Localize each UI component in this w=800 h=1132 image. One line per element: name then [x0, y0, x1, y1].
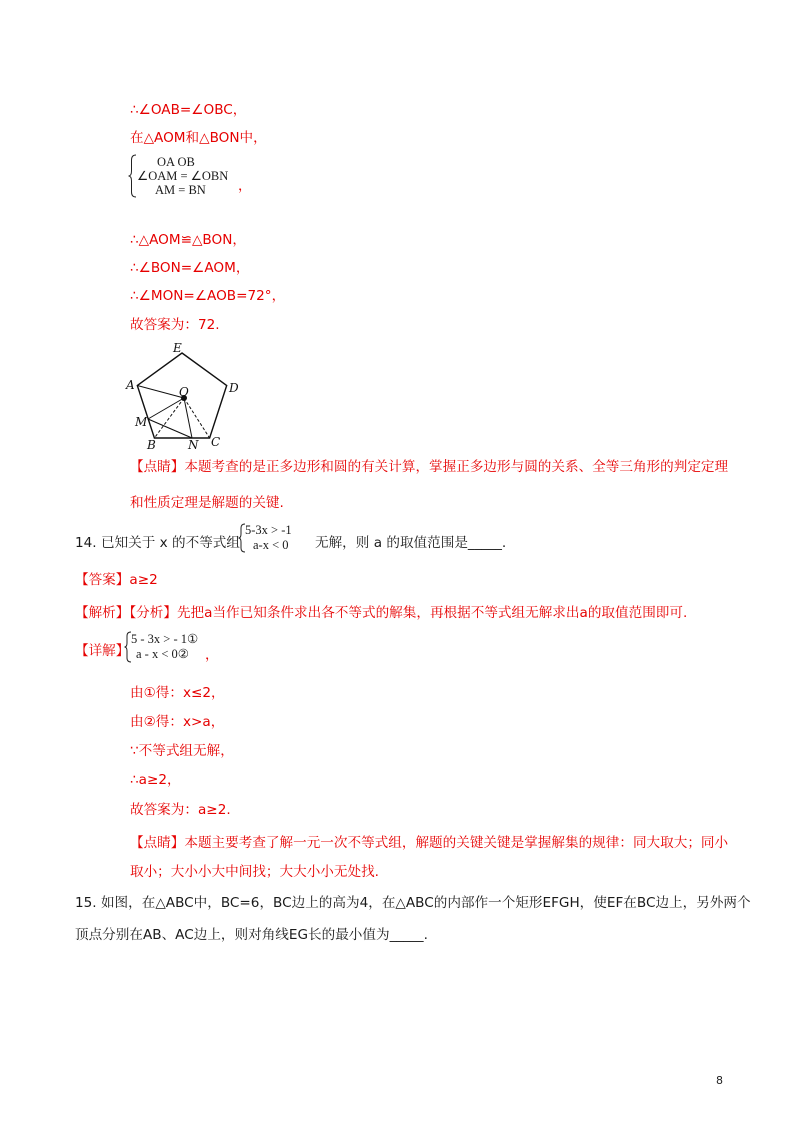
q13-line-mon-72: ∴∠MON=∠AOB=72°， — [130, 288, 286, 304]
q13-system-tail: ， — [238, 178, 252, 194]
pentagon-figure — [118, 340, 248, 452]
q15-question-line-1: 15. 如图，在△ABC中，BC=6，BC边上的高为4，在△ABC的内部作一个矩形EFGH，使EF在BC边上，另外两个 — [75, 895, 751, 911]
q14-detail-tail: ， — [205, 647, 219, 663]
q13-system-row-3: AM = BN — [155, 183, 206, 197]
q14-answer: 【答案】a≥2 — [75, 572, 158, 588]
q14-step-3: ∵不等式组无解， — [130, 743, 234, 759]
label-a: A — [126, 378, 135, 392]
q13-system-row-1: OA OB — [157, 155, 195, 169]
q14-detail-label: 【详解】 — [75, 643, 130, 659]
q13-comment-line-1: 【点睛】本题考查的是正多边形和圆的有关计算，掌握正多边形与圆的关系、全等三角形的判定定理 — [130, 459, 729, 475]
segment-mn — [148, 419, 192, 438]
q13-line-congruent: ∴△AOM≌△BON， — [130, 232, 246, 248]
label-d: D — [229, 381, 239, 395]
label-b: B — [147, 438, 156, 452]
q13-system-brace — [128, 154, 137, 198]
q14-question-prefix: 14. 已知关于 x 的不等式组 — [75, 535, 240, 551]
q14-step-2: 由②得：x>a， — [130, 714, 225, 730]
q14-comment-line-2: 取小；大小小大中间找；大大小小无处找. — [130, 864, 380, 880]
label-m: M — [135, 415, 148, 429]
q13-line-in-triangles: 在△AOM和△BON中， — [130, 130, 267, 146]
label-n: N — [188, 438, 199, 452]
q14-step-1: 由①得：x≤2， — [130, 685, 225, 701]
q14-question-suffix: 无解，则 a 的取值范围是_____. — [315, 535, 507, 551]
q14-comment-line-1: 【点睛】本题主要考查了解一元一次不等式组，解题的关键关键是掌握解集的规律：同大取大；同小 — [130, 835, 729, 851]
q14-question-system-row-2: a-x < 0 — [253, 538, 289, 552]
q13-comment-line-2: 和性质定理是解题的关键. — [130, 495, 284, 511]
q13-system-row-2: ∠OAM = ∠OBN — [137, 169, 229, 183]
label-e: E — [173, 341, 182, 355]
q14-analysis: 【解析】【分析】先把a当作已知条件求出各不等式的解集，再根据不等式组无解求出a的取值范围即可. — [75, 605, 688, 621]
q14-detail-system-row-1: 5 - 3x > - 1① — [131, 632, 199, 646]
q13-line-bon-aom: ∴∠BON=∠AOM， — [130, 260, 250, 276]
q13-line-angle-equal: ∴∠OAB=∠OBC， — [130, 102, 247, 118]
segment-oa — [137, 386, 184, 399]
q14-final-answer: 故答案为：a≥2. — [130, 802, 231, 818]
q14-question-system-row-1: 5-3x > -1 — [245, 523, 292, 537]
label-o: O — [179, 385, 189, 399]
segment-om — [148, 398, 184, 419]
q14-detail-system-row-2: a - x < 0② — [136, 647, 189, 661]
q15-question-line-2: 顶点分别在AB、AC边上，则对角线EG长的最小值为_____. — [75, 927, 428, 943]
q13-answer: 故答案为：72. — [130, 317, 220, 333]
q14-step-4: ∴a≥2， — [130, 772, 181, 788]
label-c: C — [211, 435, 221, 449]
page-number: 8 — [716, 1074, 723, 1087]
